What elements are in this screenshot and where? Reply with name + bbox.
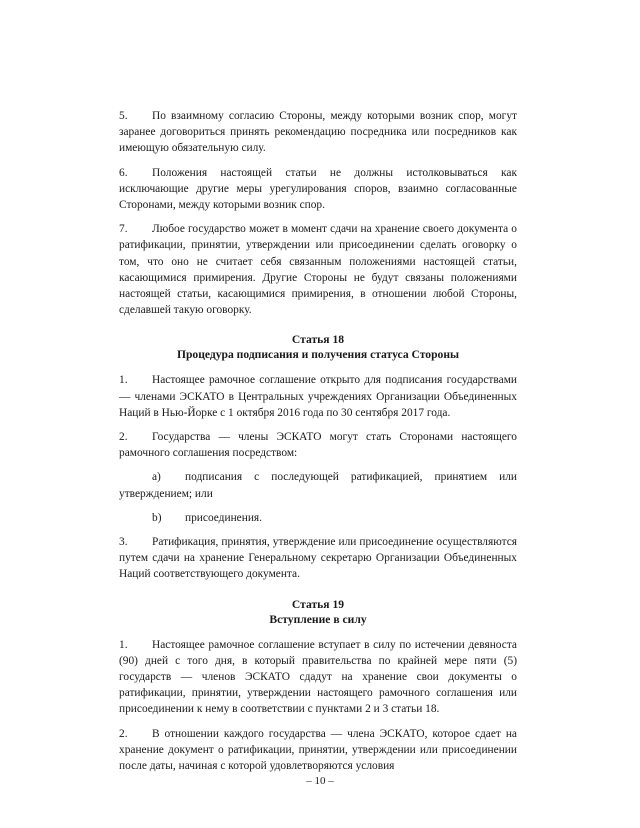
paragraph-number: 7.	[119, 223, 128, 236]
article-18-subparagraph-b	[119, 510, 517, 526]
paragraph-number: 6.	[119, 166, 128, 179]
document-body	[119, 108, 517, 782]
subparagraph-letter: a)	[152, 471, 161, 484]
paragraph-6	[119, 165, 517, 214]
subparagraph-text: присоединения.	[185, 511, 263, 524]
paragraph-number: 2.	[119, 727, 128, 740]
paragraph-text: Положения настоящей статьи не должны истолковываться как исключающие другие меры урегулирования споров, взаимно согласованные Сторонами, между которыми возник спор.	[119, 166, 517, 212]
article-18-subparagraph-a	[119, 469, 517, 501]
paragraph-text: Настоящее рамочное соглашение вступает в силу по истечении девяноста (90) дней с того дня, в который правительства по крайней мере пяти (5) государств — членов ЭСКАТО сдадут на хранение свои документы о ратификации, принятии, утверждении настоящего рамочного соглашения или присоединении к нему в соответствии с пунктами 2 и 3 статьи 18.	[119, 638, 517, 716]
paragraph-number: 1.	[119, 374, 128, 387]
page-number: – 10 –	[306, 775, 334, 787]
article-18-heading	[119, 332, 517, 362]
paragraph-text: Любое государство может в момент сдачи на хранение своего документа о ратификации, принятии, утверждении или присоединении сделать оговорку о том, что оно не считает себя связанным положениями настоящей статьи, касающимися примирения. Другие Стороны не будут связаны положениями настоящей статьи, касающимися примирения, в отношении любой Стороны, сделавшей такую оговорку.	[119, 223, 517, 317]
article-number: Статья 18	[291, 333, 345, 347]
paragraph-number: 3.	[119, 536, 128, 549]
paragraph-text: Ратификация, принятия, утверждение или присоединение осуществляются путем сдачи на хранение Генеральному секретарю Организации Объединенных Наций соответствующего документа.	[119, 536, 517, 581]
paragraph-number: 5.	[119, 110, 128, 122]
paragraph-text: В отношении каждого государства — члена ЭСКАТО, которое сдает на хранение документ о ратификации, принятии, утверждении или присоединении после даты, начиная с которой удовлетворяются условия	[119, 727, 517, 773]
subparagraph-text: подписания с последующей ратификацией, принятием или утверждением; или	[119, 471, 517, 500]
article-number: Статья 19	[291, 597, 345, 611]
article-19-paragraph-1	[119, 637, 517, 718]
paragraph-number: 2.	[119, 431, 128, 444]
paragraph-5	[119, 108, 517, 157]
article-18-paragraph-2	[119, 429, 517, 461]
article-19-paragraph-2	[119, 726, 517, 775]
paragraph-text: Настоящее рамочное соглашение открыто для подписания государствами — членами ЭСКАТО в Центральных учреждениях Организации Объединенных Наций в Нью-Йорке с 1 октября 2016 года по 30 сентября 2017 года.	[119, 374, 517, 419]
article-title: Вступление в силу	[269, 612, 367, 626]
article-18-paragraph-1	[119, 372, 517, 421]
paragraph-7	[119, 221, 517, 318]
paragraph-text: Государства — члены ЭСКАТО могут стать Сторонами настоящего рамочного соглашения посредством:	[119, 431, 517, 460]
article-18-paragraph-3	[119, 534, 517, 583]
article-title: Процедура подписания и получения статуса Стороны	[176, 348, 460, 362]
article-19-heading	[119, 597, 517, 627]
subparagraph-letter: b)	[152, 511, 162, 524]
paragraph-text: По взаимному согласию Стороны, между которыми возник спор, могут заранее договориться принять рекомендацию посредника или посредников как имеющую обязательную силу.	[119, 110, 517, 155]
paragraph-number: 1.	[119, 638, 128, 651]
